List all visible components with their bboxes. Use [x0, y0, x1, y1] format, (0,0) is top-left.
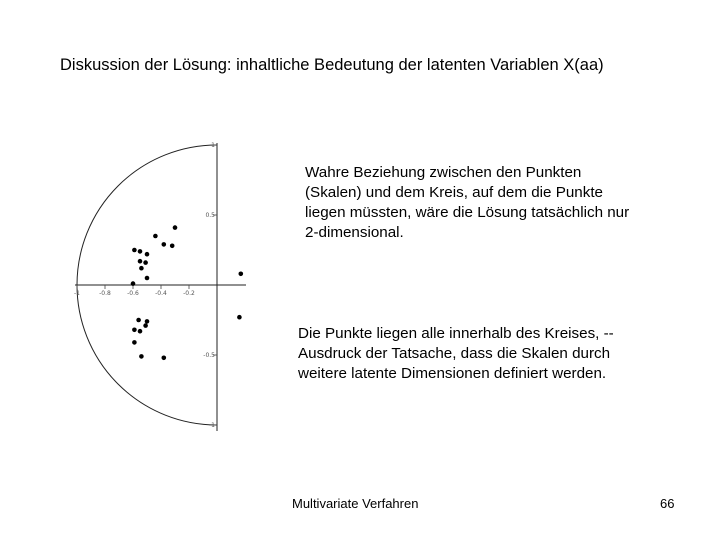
text-block-points-inside: [298, 324, 614, 384]
text-line: (Skalen) und dem Kreis, auf dem die Punkte: [305, 184, 604, 201]
text-line: 2-dimensional.: [305, 224, 404, 241]
y-tick-label: -1: [209, 422, 215, 429]
data-point: [145, 276, 150, 281]
data-point: [139, 266, 144, 271]
x-tick-label: -0.6: [127, 290, 139, 297]
text-line: liegen müssten, wäre die Lösung tatsächlich nur: [305, 204, 630, 221]
data-point: [143, 323, 148, 328]
text-line: Die Punkte liegen alle innerhalb des Kreises, --: [298, 325, 614, 342]
text-line: weitere latente Dimensionen definiert werden.: [298, 365, 607, 382]
x-tick-label: -0.2: [183, 290, 195, 297]
data-point: [131, 281, 136, 286]
data-point: [138, 249, 143, 254]
data-point: [132, 328, 137, 333]
page-number: 66: [660, 496, 675, 511]
data-point: [239, 272, 244, 277]
data-point: [173, 225, 178, 230]
data-point: [138, 259, 143, 264]
text-line: Wahre Beziehung zwischen den Punkten: [305, 164, 582, 181]
data-point: [237, 315, 242, 320]
data-point: [145, 319, 150, 324]
data-point: [145, 252, 150, 257]
data-point: [132, 340, 137, 345]
data-point: [143, 260, 148, 265]
y-tick-label: 0.5: [205, 212, 215, 219]
slide-title: Diskussion der Lösung: inhaltliche Bedeutung der latenten Variablen X(aa): [60, 56, 604, 74]
data-point: [138, 329, 143, 334]
x-tick-label: -1: [74, 290, 80, 297]
x-tick-label: -0.8: [99, 290, 111, 297]
data-point: [139, 354, 144, 359]
text-block-true-relation: [305, 163, 629, 243]
y-tick-label: 1: [211, 142, 215, 149]
data-point: [162, 356, 167, 361]
text-line: Ausdruck der Tatsache, dass die Skalen durch: [298, 345, 611, 362]
data-point: [136, 318, 141, 323]
y-tick-label: -0.5: [203, 352, 215, 359]
data-point: [132, 248, 137, 253]
data-point: [153, 234, 158, 239]
data-point: [162, 242, 167, 247]
x-tick-label: -0.4: [155, 290, 167, 297]
data-point: [170, 244, 175, 249]
footer-course-name: Multivariate Verfahren: [292, 496, 419, 511]
